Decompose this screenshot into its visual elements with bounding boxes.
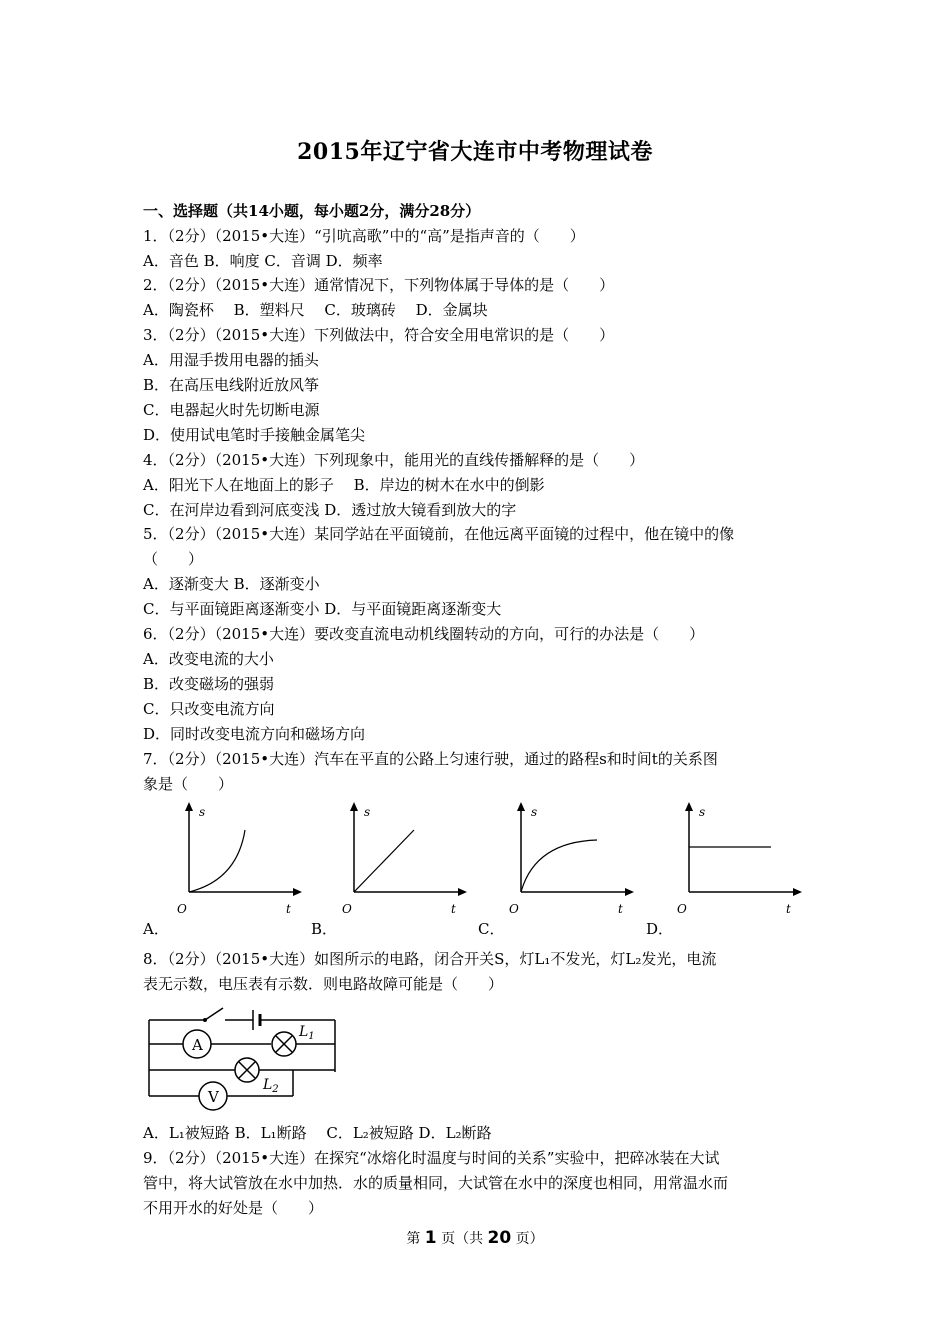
question-line: 8．（2分）（2015•大连）如图所示的电路，闭合开关S，灯L₁不发光，灯L₂发光，电流	[143, 950, 717, 968]
question-line: 1．（2分）（2015•大连）“引吭高歌”中的“高”是指声音的（ ）	[143, 227, 585, 245]
origin-label: O	[677, 902, 687, 916]
option-line: C．在河岸边看到河底变浅 D．透过放大镜看到放大的字	[143, 501, 517, 519]
x-arrow	[458, 888, 467, 896]
option-line: A．改变电流的大小	[143, 650, 274, 668]
option-line: B．在高压电线附近放风筝	[143, 376, 320, 394]
lamp-l1-label: $L_1$	[299, 1024, 315, 1042]
x-label: t	[286, 902, 291, 916]
y-arrow	[517, 802, 525, 811]
question-line: 表无示数，电压表有示数．则电路故障可能是（ ）	[143, 975, 504, 993]
switch-pivot	[203, 1018, 207, 1022]
circuit-diagram	[143, 1000, 343, 1115]
graph-option-c: C．	[478, 920, 505, 938]
graph-option-b: B．	[311, 920, 338, 938]
option-line: A．逐渐变大 B．逐渐变小	[143, 575, 320, 593]
y-arrow	[185, 802, 193, 811]
x-arrow	[293, 888, 302, 896]
y-label: s	[364, 805, 371, 819]
origin-label: O	[342, 902, 352, 916]
y-label: s	[531, 805, 538, 819]
graph-option-a: A．	[143, 920, 169, 938]
question-line: 不用开水的好处是（ ）	[143, 1199, 324, 1217]
graph-a	[165, 800, 315, 925]
switch-blade	[205, 1008, 223, 1020]
option-line: B．改变磁场的强弱	[143, 675, 275, 693]
option-line: D．同时改变电流方向和磁场方向	[143, 725, 366, 743]
option-line: A．用湿手拨用电器的插头	[143, 351, 319, 369]
option-line: C．只改变电流方向	[143, 700, 275, 718]
section-heading: 一、选择题（共14小题，每小题2分，满分28分）	[143, 202, 481, 220]
graph-c	[497, 800, 647, 925]
y-label: s	[199, 805, 206, 819]
origin-label: O	[509, 902, 519, 916]
question-line: 2．（2分）（2015•大连）通常情况下，下列物体属于导体的是（ ）	[143, 276, 615, 294]
voltmeter-label: V	[208, 1088, 219, 1106]
page-footer: 第 1 页（共 20 页）	[406, 1228, 544, 1248]
x-arrow	[793, 888, 802, 896]
option-line: C．电器起火时先切断电源	[143, 401, 320, 419]
question-line: 7．（2分）（2015•大连）汽车在平直的公路上匀速行驶，通过的路程s和时间t的关系图	[143, 750, 718, 768]
line	[354, 830, 414, 892]
question-line: 6．（2分）（2015•大连）要改变直流电动机线圈转动的方向，可行的办法是（ ）	[143, 625, 705, 643]
page-number: 1	[424, 1228, 437, 1248]
option-line: A．阳光下人在地面上的影子 B．岸边的树木在水中的倒影	[143, 476, 545, 494]
question-line: 9．（2分）（2015•大连）在探究“冰熔化时温度与时间的关系”实验中，把碎冰装在大试	[143, 1149, 720, 1167]
question-line: 5．（2分）（2015•大连）某同学站在平面镜前，在他远离平面镜的过程中，他在镜中的像	[143, 525, 735, 543]
option-line: C．与平面镜距离逐渐变小 D．与平面镜距离逐渐变大	[143, 600, 502, 618]
y-arrow	[350, 802, 358, 811]
graph-option-d: D．	[646, 920, 674, 938]
option-line: A．陶瓷杯 B．塑料尺 C．玻璃砖 D．金属块	[143, 301, 488, 319]
lamp-l2-label: $L_2$	[263, 1077, 279, 1095]
ammeter-label: A	[192, 1036, 203, 1054]
page-title: 2015年辽宁省大连市中考物理试卷	[297, 139, 653, 165]
question-line: 象是（ ）	[143, 775, 234, 793]
x-label: t	[618, 902, 623, 916]
option-line: D．使用试电笔时手接触金属笔尖	[143, 426, 366, 444]
graph-b	[330, 800, 480, 925]
graph-d	[665, 800, 815, 925]
question-line: 管中，将大试管放在水中加热．水的质量相同，大试管在水中的深度也相同，用常温水而	[143, 1174, 729, 1192]
option-line: A．音色 B．响度 C．音调 D．频率	[143, 252, 383, 270]
y-label: s	[699, 805, 706, 819]
question-line: 3．（2分）（2015•大连）下列做法中，符合安全用电常识的是（ ）	[143, 326, 615, 344]
x-arrow	[625, 888, 634, 896]
curve	[189, 830, 245, 892]
origin-label: O	[177, 902, 187, 916]
curve	[521, 840, 597, 892]
x-label: t	[786, 902, 791, 916]
question-line: （ ）	[143, 550, 204, 568]
total-pages: 20	[487, 1228, 512, 1248]
y-arrow	[685, 802, 693, 811]
option-line: A．L₁被短路 B．L₁断路 C．L₂被短路 D．L₂断路	[143, 1124, 492, 1142]
x-label: t	[451, 902, 456, 916]
question-line: 4．（2分）（2015•大连）下列现象中，能用光的直线传播解释的是（ ）	[143, 451, 645, 469]
